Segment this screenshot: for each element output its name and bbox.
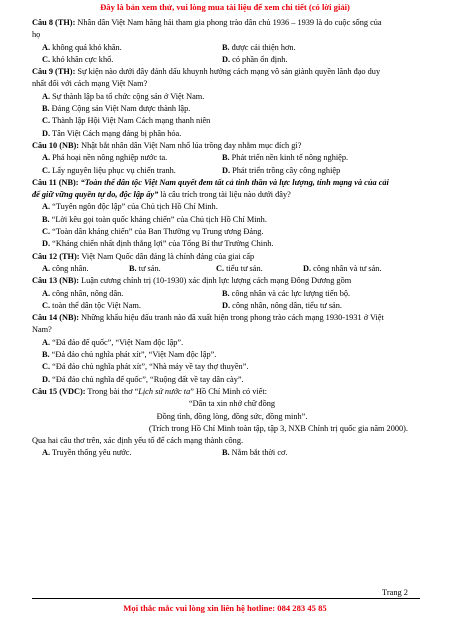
answer-label: C. (42, 54, 51, 64)
answer-label: B. (129, 263, 137, 273)
answer-option[interactable] (42, 300, 222, 312)
answer-text: có phần ổn định. (230, 54, 288, 64)
answer-option[interactable] (32, 226, 422, 238)
answer-option[interactable] (303, 263, 381, 275)
answer-label: D. (42, 128, 51, 138)
question-12 (32, 251, 422, 276)
answer-text: khó khăn cực khổ. (50, 54, 114, 64)
question-9-text-cont: nhất đối với cách mạng Việt Nam? (32, 79, 148, 89)
answer-text: “Đả đảo chủ nghĩa phát xít”, “Nhà máy về tay thợ thuyền”. (50, 362, 249, 372)
answer-text: Phát triển trồng cây công nghiệp (230, 165, 341, 175)
question-10 (32, 140, 422, 177)
answer-option[interactable] (222, 165, 340, 177)
question-15-text: Trong bài thơ “ (85, 386, 139, 396)
answer-text: toàn thể dân tộc Việt Nam. (50, 300, 141, 310)
answer-label: A. (42, 202, 51, 212)
question-8-text-cont: họ (32, 30, 41, 40)
hotline-banner: Mọi thắc mắc vui lòng xin liên hệ hotline: 084 283 45 85 (123, 603, 327, 613)
answer-option[interactable] (32, 337, 422, 349)
question-10-head: Câu 10 (NB): (32, 140, 80, 150)
answer-row (32, 152, 422, 164)
poem-line-1: “Dân ta xin nhớ chữ đồng (188, 399, 276, 409)
answer-text: Phát triển nền kinh tế nông nghiệp. (229, 153, 349, 163)
question-11 (32, 177, 422, 251)
question-11-head: Câu 11 (NB): (32, 177, 79, 187)
answer-text: công nhân và tư sản. (311, 263, 382, 273)
answer-text: “Tuyên ngôn độc lập” của Chủ tịch Hồ Chí Minh. (50, 202, 218, 212)
answer-label: B. (42, 350, 50, 360)
answer-option[interactable] (32, 361, 422, 373)
question-9-text: Sự kiện nào dưới đây đánh dấu khuynh hướng cách mạng vô sản giành quyền lãnh đạo duy (75, 67, 381, 77)
answer-text: Lấy nguyên liệu phục vụ chiến tranh. (50, 165, 176, 175)
answer-label: B. (42, 104, 50, 114)
question-10-text: Nhật bắt nhân dân Việt Nam nhổ lúa trồng đay nhằm mục đích gì? (79, 140, 302, 150)
answer-label: C. (42, 116, 51, 126)
answer-option[interactable] (216, 263, 303, 275)
answer-option[interactable] (42, 152, 222, 164)
answer-label: D. (222, 165, 231, 175)
answer-text: công nhân. (50, 263, 89, 273)
answer-row (32, 54, 422, 66)
answer-option[interactable] (222, 54, 287, 66)
answer-text: “Đả đảo chủ nghĩa phát xít”, “Việt Nam độc lập”. (49, 350, 217, 360)
answer-option[interactable] (32, 214, 422, 226)
question-13-text: Luận cương chính trị (10-1930) xác định lực lượng cách mạng Đông Dương gồm (79, 276, 352, 286)
answer-text: công nhân, nông dân. (50, 288, 124, 298)
answer-label: C. (42, 165, 51, 175)
answer-label: C. (42, 362, 51, 372)
question-12-text: Việt Nam Quốc dân đảng là chính đảng của giai cấp (79, 251, 255, 261)
answer-text: được cải thiện hơn. (229, 42, 296, 52)
question-13-head: Câu 13 (NB): (32, 276, 80, 286)
question-14-head: Câu 14 (NB): (32, 313, 80, 323)
answer-text: công nhân và các lực lượng tiến bộ. (229, 288, 351, 298)
answer-text: “Toàn dân kháng chiến” của Ban Thường vụ Trung ương Đảng. (50, 227, 264, 237)
answer-text: công nhân, nông dân, tiểu tư sản. (230, 300, 342, 310)
answer-label: B. (42, 214, 50, 224)
answer-label: A. (42, 91, 51, 101)
answer-option[interactable] (32, 349, 422, 361)
question-11-text: “Toàn thể dân tộc Việt Nam quyết đem tất cả tinh thần và lực lượng, tính mạng và của cải (78, 177, 389, 187)
answer-option[interactable] (222, 300, 342, 312)
question-15-prompt: Qua hai câu thơ trên, xác định yếu tố để cách mạng thành công. (32, 436, 244, 446)
question-14 (32, 312, 422, 386)
answer-text: Sự thành lập ba tổ chức cộng sản ở Việt Nam. (50, 91, 205, 101)
question-13 (32, 275, 422, 312)
answer-row (32, 300, 422, 312)
answer-text: Tân Việt Cách mạng đảng bị phân hóa. (50, 128, 182, 138)
answer-text: Truyền thống yêu nước. (50, 448, 132, 458)
footer-divider (32, 598, 420, 599)
answer-option[interactable] (222, 288, 350, 300)
answer-label: D. (222, 300, 231, 310)
answer-label: B. (222, 448, 230, 458)
question-15-head: Câu 15 (VDC): (32, 386, 86, 396)
question-9 (32, 66, 422, 140)
answer-label: C. (216, 263, 225, 273)
answer-option[interactable] (32, 128, 422, 140)
answer-option[interactable] (42, 54, 222, 66)
answer-text: Nắm bắt thời cơ. (229, 448, 288, 458)
answer-text: “Kháng chiến nhất định thắng lợi” của Tổng Bí thư Trường Chinh. (50, 239, 274, 249)
question-14-text: Những khẩu hiệu đấu tranh nào đã xuất hiện trong phong trào cách mạng 1930-1931 ở Việt (79, 313, 384, 323)
answer-row (32, 288, 422, 300)
answer-label: C. (42, 300, 51, 310)
answer-option[interactable] (222, 42, 296, 54)
answer-label: D. (42, 374, 51, 384)
poem-title: Lịch sử nước ta (138, 386, 191, 396)
answer-row (32, 165, 422, 177)
answer-text: “Lời kêu gọi toàn quốc kháng chiến” của Chủ tịch Hồ Chí Minh. (49, 214, 267, 224)
question-list (32, 17, 422, 460)
answer-label: D. (222, 54, 231, 64)
answer-label: D. (303, 263, 312, 273)
question-8-text: Nhân dân Việt Nam hăng hái tham gia phong trào dân chủ 1936 – 1939 là do cuộc sống của (75, 18, 382, 27)
question-11-text-cont: là câu trích trong tài liệu nào dưới đây? (158, 190, 291, 200)
answer-label: A. (42, 263, 51, 273)
answer-row (32, 447, 422, 459)
answer-text: “Đả đảo đế quốc”, “Việt Nam độc lập”. (50, 337, 184, 347)
answer-row (32, 263, 422, 275)
answer-option[interactable] (129, 263, 216, 275)
answer-text: tư sản. (136, 263, 161, 273)
question-15-text-after: ” Hồ Chí Minh có viết: (190, 386, 267, 396)
answer-text: Thành lập Hội Việt Nam Cách mạng thanh niên (50, 116, 211, 126)
answer-label: A. (42, 337, 51, 347)
answer-label: A. (42, 42, 51, 52)
answer-option[interactable] (32, 374, 422, 386)
answer-option[interactable] (32, 91, 422, 103)
answer-option[interactable] (42, 288, 222, 300)
answer-text: Phá hoại nền nông nghiệp nước ta. (50, 153, 168, 163)
poem-line-2: Đồng tình, đồng lòng, đồng sức, đồng minh”. (156, 411, 308, 421)
answer-label: A. (42, 448, 51, 458)
question-12-head: Câu 12 (TH): (32, 251, 80, 261)
answer-option[interactable] (32, 201, 422, 213)
citation: (Trích trong Hồ Chí Minh toàn tập, tập 3, NXB Chính trị quốc gia năm 2000). (148, 423, 408, 433)
answer-option[interactable] (222, 447, 287, 459)
question-11-quote-cont: để giữ vững quyền tự do, độc lập ấy” (32, 190, 159, 200)
answer-label: B. (222, 288, 230, 298)
question-14-text-cont: Nam? (32, 325, 52, 335)
answer-option[interactable] (222, 152, 348, 164)
answer-option[interactable] (32, 238, 422, 250)
answer-option[interactable] (32, 103, 422, 115)
answer-option[interactable] (42, 42, 222, 54)
answer-option[interactable] (42, 165, 222, 177)
answer-option[interactable] (32, 115, 422, 127)
answer-row (32, 42, 422, 54)
answer-label: D. (42, 239, 51, 249)
answer-label: A. (42, 288, 51, 298)
question-15 (32, 386, 422, 460)
answer-option[interactable] (42, 447, 222, 459)
preview-banner: Đây là bản xem thử, vui lòng mua tài liệu để xem chi tiết (có lời giải) (100, 2, 350, 12)
question-9-head: Câu 9 (TH): (32, 67, 76, 77)
answer-text: “Đả đảo chủ nghĩa đế quốc”, “Ruộng đất về tay dân cày”. (50, 374, 244, 384)
answer-text: Đảng Cộng sản Việt Nam được thành lập. (49, 104, 191, 114)
answer-option[interactable] (42, 263, 129, 275)
answer-label: B. (222, 42, 230, 52)
answer-label: B. (222, 153, 230, 163)
answer-text: không quá khó khăn. (50, 42, 122, 52)
answer-label: A. (42, 153, 51, 163)
answer-text: tiểu tư sản. (224, 263, 263, 273)
page-number: Trang 2 (382, 588, 408, 597)
question-8-head: Câu 8 (TH): (32, 18, 76, 27)
question-8 (32, 17, 422, 66)
answer-label: C. (42, 227, 51, 237)
